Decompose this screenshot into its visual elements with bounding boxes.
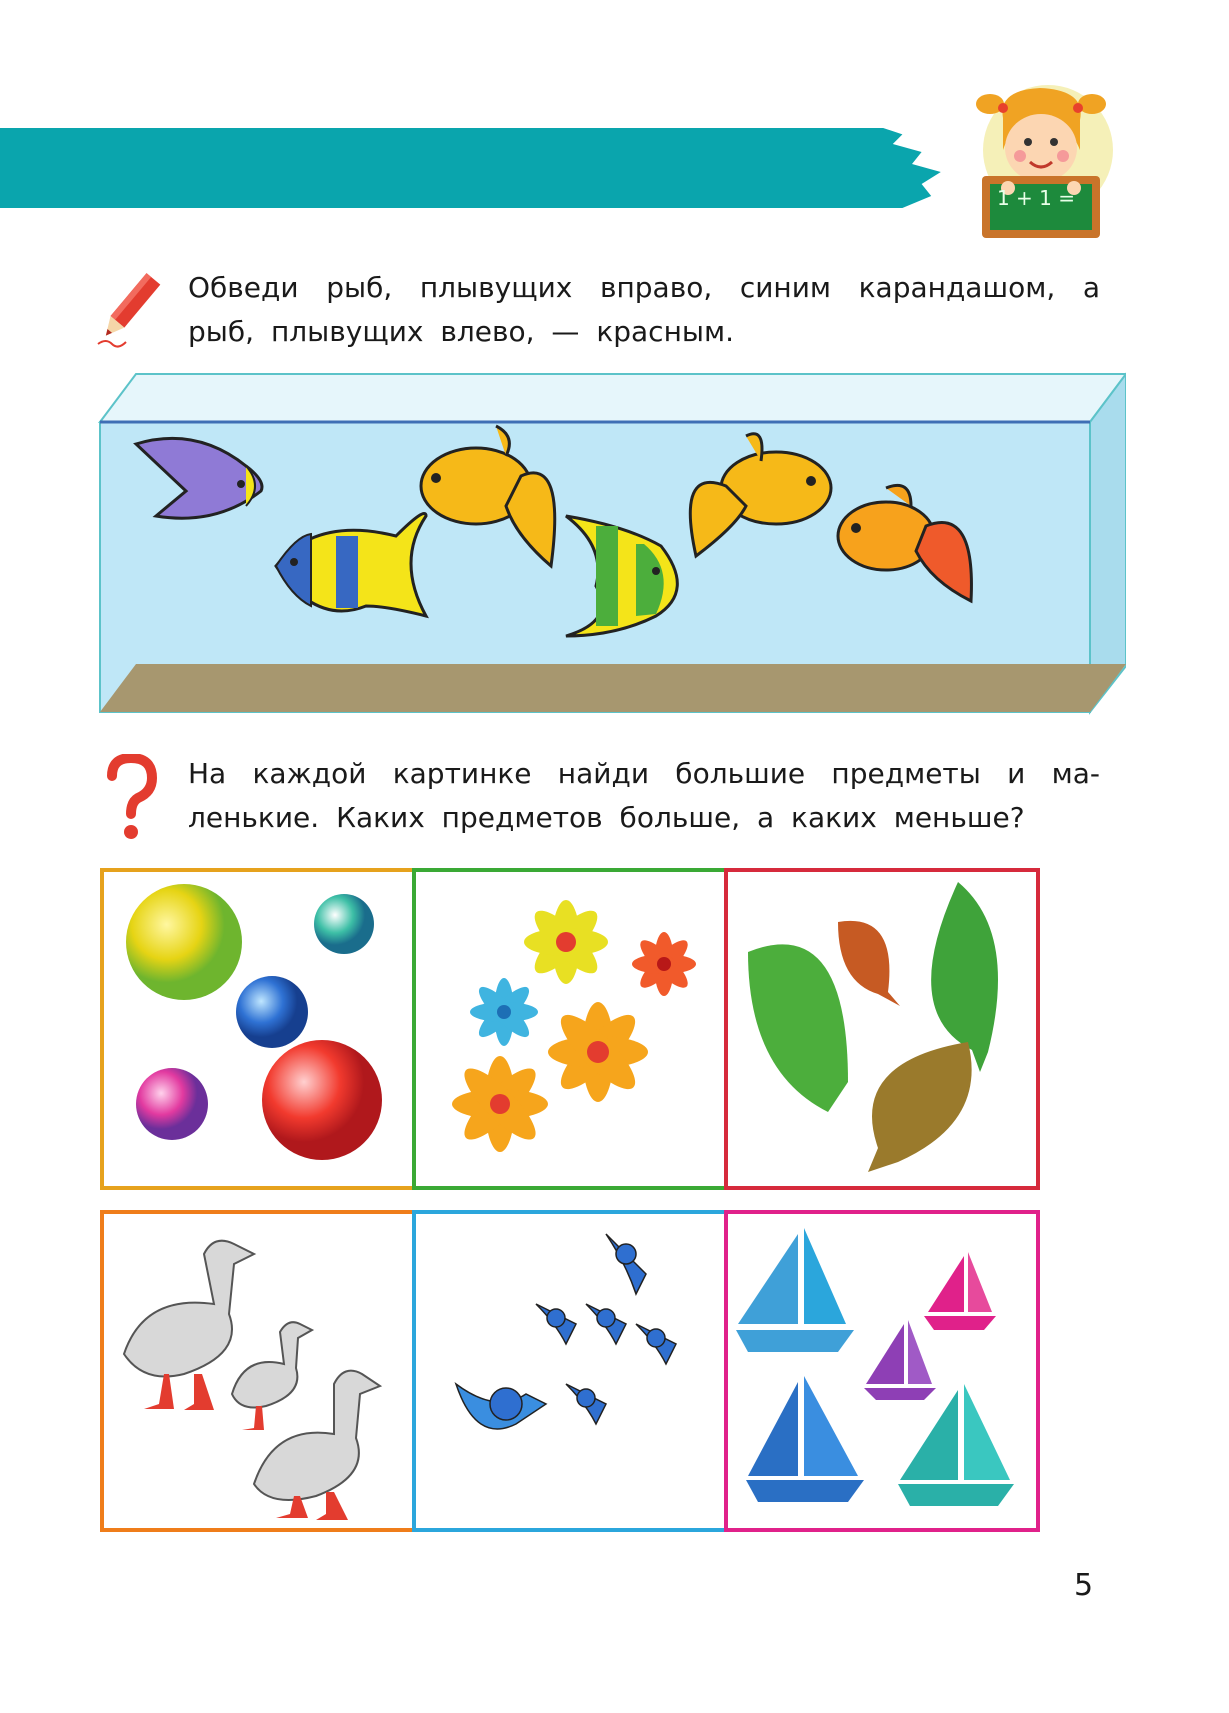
birds-icon [416, 1214, 724, 1528]
picture-balls [100, 868, 416, 1190]
question-mark-icon [104, 754, 158, 844]
chalkboard-text: 1 + 1 = [996, 186, 1076, 210]
leaves-icon [728, 872, 1036, 1186]
picture-leaves [724, 868, 1040, 1190]
geese-icon [104, 1214, 412, 1528]
pencil-icon [96, 268, 162, 348]
picture-sailboats [724, 1210, 1040, 1532]
picture-geese [100, 1210, 416, 1532]
balls-icon [104, 872, 412, 1186]
sailboats-icon [728, 1214, 1036, 1528]
girl-with-chalkboard-icon [968, 80, 1113, 240]
page-number: 5 [1074, 1568, 1094, 1603]
aquarium [96, 366, 1126, 716]
pictures-grid [100, 868, 1130, 1544]
flowers-icon [416, 872, 724, 1186]
task1-text: Обведи рыб, плывущих вправо, синим карандашом, а рыб, плывущих влево, — красным. [188, 271, 1100, 348]
picture-birds [412, 1210, 728, 1532]
task2-text: На каждой картинке найди большие предметы и маленькие. Каких предметов больше, а каких меньше? [188, 757, 1100, 834]
header-band [0, 128, 960, 208]
picture-flowers [412, 868, 728, 1190]
